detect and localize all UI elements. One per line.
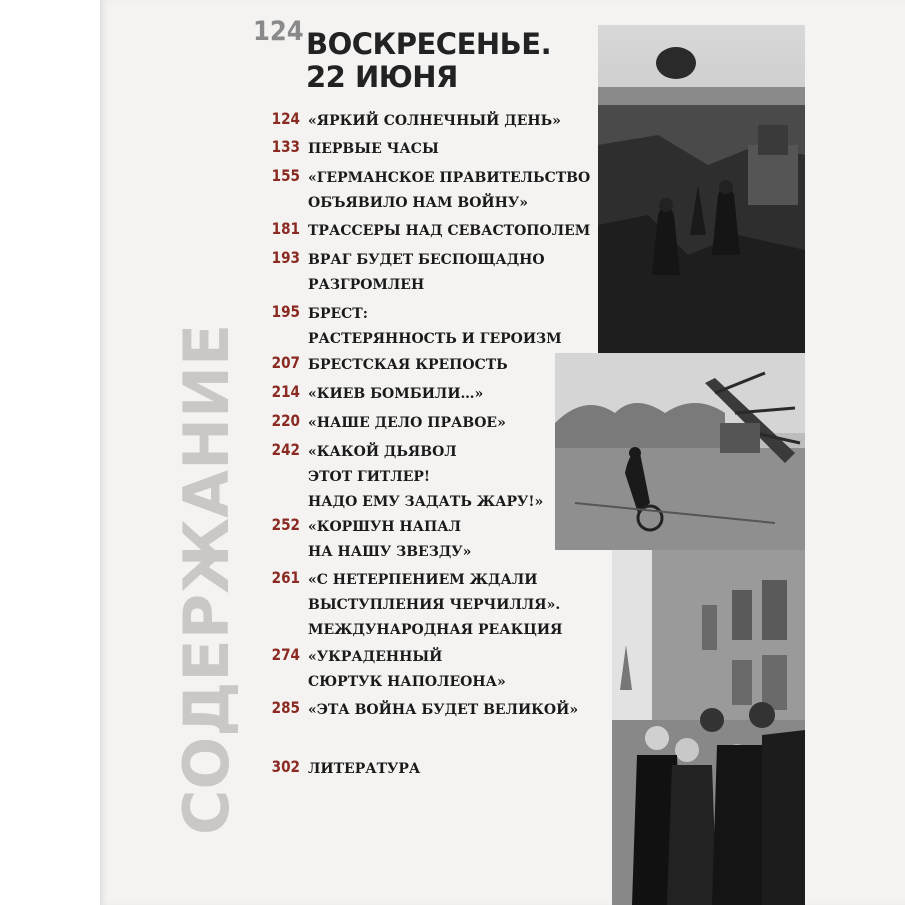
toc-title-line: «ЭТА ВОЙНА БУДЕТ ВЕЛИКОЙ» (308, 702, 579, 718)
toc-title-line: ТРАССЕРЫ НАД СЕВАСТОПОЛЕМ (308, 223, 591, 239)
toc-title-line: ЛИТЕРАТУРА (308, 761, 421, 777)
toc-page-number: 261 (271, 568, 300, 587)
toc-title-line: «НАШЕ ДЕЛО ПРАВОЕ» (308, 415, 506, 431)
toc-title (308, 382, 483, 407)
section-title-line2: 22 ИЮНЯ (306, 60, 458, 94)
toc-title (308, 698, 578, 723)
toc-title-line: ОБЪЯВИЛО НАМ ВОЙНУ» (308, 195, 529, 211)
toc-page-number: 285 (271, 698, 300, 717)
toc-title-line: МЕЖДУНАРОДНАЯ РЕАКЦИЯ (308, 622, 563, 638)
toc-page-number: 220 (271, 411, 300, 430)
toc-page-number: 207 (271, 353, 300, 372)
toc-title-line: БРЕСТСКАЯ КРЕПОСТЬ (308, 357, 508, 373)
toc-page-number: 193 (271, 248, 300, 267)
toc-title (308, 515, 471, 565)
toc-page-number: 133 (271, 137, 300, 156)
toc-title (308, 219, 590, 244)
toc-title-line: «С НЕТЕРПЕНИЕМ ЖДАЛИ (308, 572, 538, 588)
toc-title (308, 568, 562, 643)
toc-title-line: «КОРШУН НАПАЛ (308, 519, 462, 535)
photo-crowd-street (612, 550, 805, 905)
toc-page-number: 242 (271, 440, 300, 459)
toc-title-line: ВРАГ БУДЕТ БЕСПОЩАДНО (308, 252, 545, 268)
toc-title-line: «ЯРКИЙ СОЛНЕЧНЫЙ ДЕНЬ» (308, 113, 561, 129)
toc-title (308, 645, 506, 695)
toc-title-line: НАДО ЕМУ ЗАДАТЬ ЖАРУ!» (308, 494, 544, 510)
toc-title-line: «КАКОЙ ДЬЯВОЛ (308, 444, 457, 460)
toc-page-number: 181 (271, 219, 300, 238)
toc-title (308, 440, 543, 515)
section-title-line1: ВОСКРЕСЕНЬЕ. (306, 27, 552, 61)
toc-title (308, 302, 562, 352)
toc-title (308, 248, 545, 298)
toc-page-number: 195 (271, 302, 300, 321)
toc-title-line: «ГЕРМАНСКОЕ ПРАВИТЕЛЬСТВО (308, 170, 591, 186)
toc-title (308, 757, 420, 782)
photo-soldiers-field (598, 25, 805, 353)
toc-title-line: «КИЕВ БОМБИЛИ…» (308, 386, 484, 402)
toc-title-line: СЮРТУК НАПОЛЕОНА» (308, 674, 506, 690)
toc-title (308, 137, 439, 162)
toc-page-number: 155 (271, 166, 300, 185)
toc-title-line: ПЕРВЫЕ ЧАСЫ (308, 141, 439, 157)
toc-title (308, 109, 561, 134)
vertical-contents-title: СОДЕРЖАНИЕ (170, 323, 243, 835)
toc-title-line: РАСТЕРЯННОСТЬ И ГЕРОИЗМ (308, 331, 562, 347)
toc-title-line: «УКРАДЕННЫЙ (308, 649, 443, 665)
toc-title-line: БРЕСТ: (308, 306, 368, 322)
section-title (306, 28, 551, 94)
toc-page-number: 252 (271, 515, 300, 534)
toc-title-line: ЭТОТ ГИТЛЕР! (308, 469, 431, 485)
section-page-number: 124 (253, 16, 304, 47)
toc-page-number: 214 (271, 382, 300, 401)
toc-title (308, 166, 590, 216)
toc-page-number: 302 (271, 757, 300, 776)
toc-title (308, 353, 508, 378)
photo-battlefield-tree (555, 353, 805, 550)
toc-title (308, 411, 506, 436)
toc-page-number: 274 (271, 645, 300, 664)
toc-title-line: НА НАШУ ЗВЕЗДУ» (308, 544, 472, 560)
toc-title-line: РАЗГРОМЛЕН (308, 277, 425, 293)
toc-page-number: 124 (271, 109, 300, 128)
toc-title-line: ВЫСТУПЛЕНИЯ ЧЕРЧИЛЛЯ». (308, 597, 561, 613)
